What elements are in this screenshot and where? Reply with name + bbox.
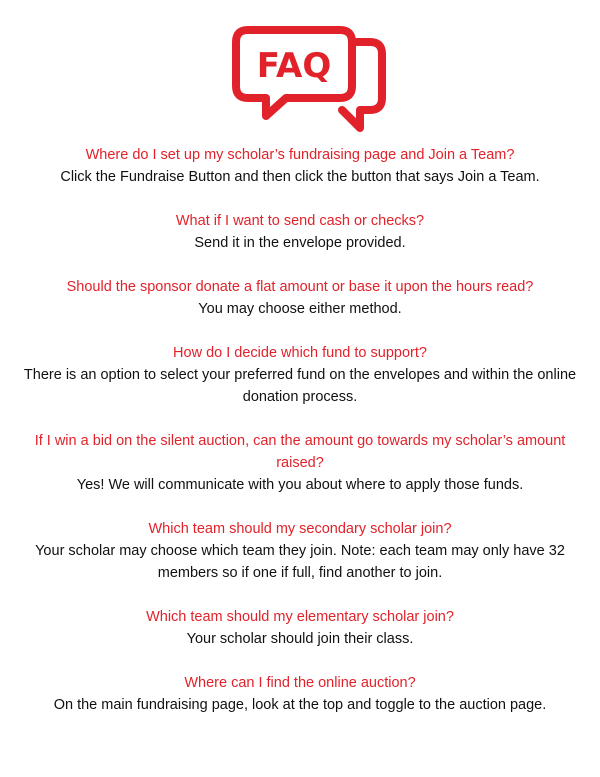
- faq-answer: Your scholar should join their class.: [186, 631, 414, 647]
- faq-item: [0, 606, 600, 650]
- faq-item: [0, 430, 600, 496]
- faq-list: [0, 144, 600, 738]
- faq-item: [0, 672, 600, 716]
- faq-item: [0, 342, 600, 408]
- faq-item: [0, 276, 600, 320]
- faq-answer: Your scholar may choose which team they join. Note: each team may only have 32 members so if one if full, find another to join.: [35, 543, 565, 581]
- faq-answer: There is an option to select your preferred fund on the envelopes and within the online donation process.: [23, 367, 577, 405]
- faq-question: How do I decide which fund to support?: [173, 345, 427, 361]
- faq-answer: You may choose either method.: [198, 301, 402, 317]
- faq-question: Where can I find the online auction?: [184, 675, 416, 691]
- faq-question: Which team should my elementary scholar join?: [146, 609, 454, 625]
- speech-bubbles-icon: [228, 24, 390, 140]
- faq-question: Should the sponsor donate a flat amount or base it upon the hours read?: [66, 279, 534, 295]
- faq-question: If I win a bid on the silent auction, can the amount go towards my scholar’s amount raised?: [34, 433, 566, 471]
- faq-answer: On the main fundraising page, look at the top and toggle to the auction page.: [53, 697, 547, 713]
- faq-answer: Click the Fundraise Button and then click the button that says Join a Team.: [60, 169, 540, 185]
- faq-logo: [228, 24, 390, 140]
- faq-answer: Yes! We will communicate with you about where to apply those funds.: [76, 477, 524, 493]
- faq-answer: Send it in the envelope provided.: [194, 235, 406, 251]
- faq-question: Which team should my secondary scholar join?: [148, 521, 452, 537]
- faq-item: [0, 518, 600, 584]
- faq-item: [0, 210, 600, 254]
- faq-question: Where do I set up my scholar’s fundraising page and Join a Team?: [85, 147, 515, 163]
- faq-logo-text: FAQ: [256, 46, 332, 86]
- faq-item: [0, 144, 600, 188]
- faq-question: What if I want to send cash or checks?: [175, 213, 425, 229]
